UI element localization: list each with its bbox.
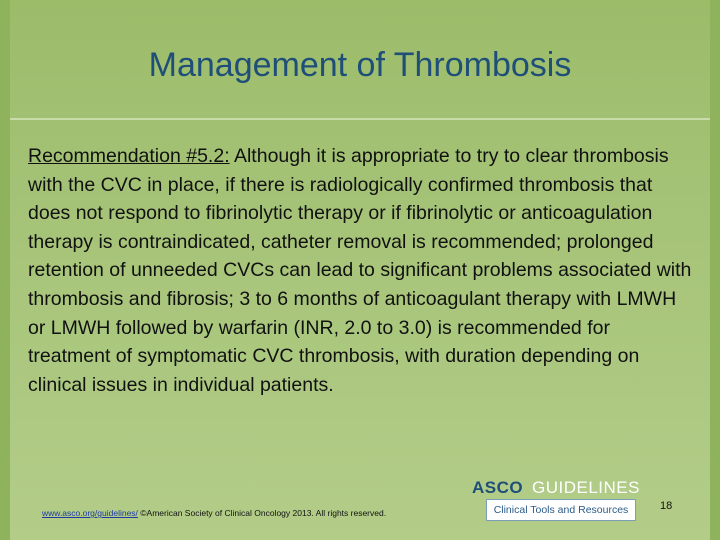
- copyright-text: ©American Society of Clinical Oncology 2013. All rights reserved.: [137, 508, 387, 518]
- recommendation-text-block: [28, 142, 692, 399]
- asco-guidelines-logo: [472, 474, 640, 522]
- logo-tagline-box: Clinical Tools and Resources: [486, 499, 636, 521]
- guidelines-link[interactable]: www.asco.org/guidelines/: [42, 508, 138, 518]
- recommendation-body: Although it is appropriate to try to clear thrombosis with the CVC in place, if there is radiologically confirmed thrombosis that does not respond to fibrinolytic therapy or if fibrinolytic or anticoagulation therapy is contraindicated, catheter removal is recommended; prolonged retention of unneeded CVCs can lead to significant problems associated with thrombosis and fibrosis; 3 to 6 months of anticoagulant therapy with LMWH or LMWH followed by warfarin (INR, 2.0 to 3.0) is recommended for treatment of symptomatic CVC thrombosis, with duration depending on clinical issues in individual patients.: [28, 145, 692, 396]
- page-number: 18: [660, 500, 673, 512]
- logo-guidelines-text: GUIDELINES: [532, 478, 640, 497]
- slide-title: Management of Thrombosis: [148, 46, 572, 84]
- logo-asco-text: ASCO: [472, 478, 524, 497]
- title-divider: [10, 118, 710, 120]
- footer: [42, 508, 386, 518]
- recommendation-label: Recommendation #5.2:: [28, 145, 230, 167]
